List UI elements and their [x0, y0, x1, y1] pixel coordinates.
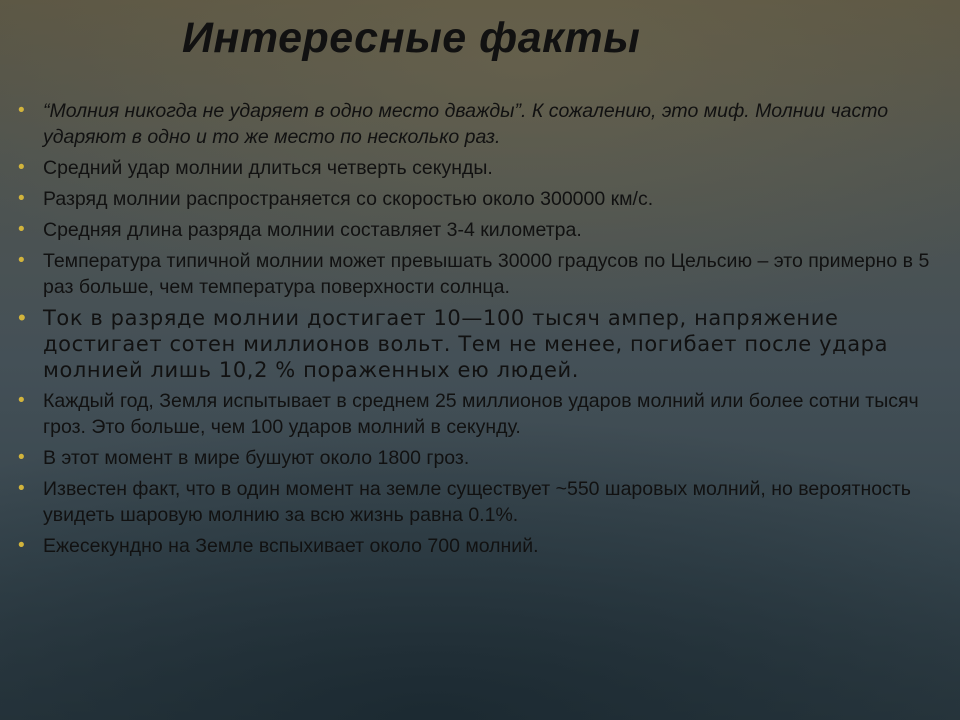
fact-text: Известен факт, что в один момент на земле существует ~550 шаровых молний, но вероятность увидеть шаровую молнию за всю жизнь равна 0.1%.	[43, 478, 911, 526]
bullet-dot-icon: •	[18, 188, 25, 209]
slide-title: Интересные факты	[182, 14, 641, 62]
fact-item	[18, 217, 933, 243]
fact-item	[18, 476, 933, 528]
bullet-dot-icon: •	[18, 447, 25, 468]
fact-text: Средняя длина разряда молнии составляет 3-4 километра.	[43, 219, 582, 241]
fact-item	[18, 533, 933, 559]
fact-text: Ежесекундно на Земле вспыхивает около 700 молний.	[43, 535, 539, 557]
facts-list	[18, 98, 933, 564]
bullet-dot-icon: •	[18, 100, 25, 121]
bullet-dot-icon: •	[18, 157, 25, 178]
fact-text: “Молния никогда не ударяет в одно место дважды”. К сожалению, это миф. Молнии часто ударяют в одно и то же место по несколько раз.	[43, 100, 889, 148]
fact-text: В этот момент в мире бушуют около 1800 гроз.	[43, 447, 470, 469]
fact-item	[18, 155, 933, 181]
fact-item	[18, 248, 933, 300]
fact-item	[18, 388, 933, 440]
bullet-dot-icon: •	[18, 478, 25, 499]
fact-text: Каждый год, Земля испытывает в среднем 25 миллионов ударов молний или более сотни тысяч гроз. Это больше, чем 100 ударов молний в секунду.	[43, 390, 919, 438]
fact-text: Ток в разряде молнии достигает 10—100 тысяч ампер, напряжение достигает сотен миллионов вольт. Тем не менее, погибает после удара молнией лишь 10,2 % пораженных ею людей.	[43, 306, 889, 382]
bullet-dot-icon: •	[18, 390, 25, 411]
bullet-dot-icon: •	[18, 250, 25, 271]
fact-item	[18, 445, 933, 471]
bullet-dot-icon: •	[18, 219, 25, 240]
bullet-dot-icon: •	[18, 535, 25, 556]
fact-text: Разряд молнии распространяется со скоростью около 300000 км/с.	[43, 188, 654, 210]
bullet-dot-icon: •	[18, 305, 26, 330]
fact-item	[18, 305, 933, 383]
fact-item	[18, 186, 933, 212]
fact-text: Температура типичной молнии может превышать 30000 градусов по Цельсию – это примерно в 5 раз больше, чем температура поверхности солнца.	[43, 250, 930, 298]
fact-text: Средний удар молнии длиться четверть секунды.	[43, 157, 493, 179]
fact-item	[18, 98, 933, 150]
